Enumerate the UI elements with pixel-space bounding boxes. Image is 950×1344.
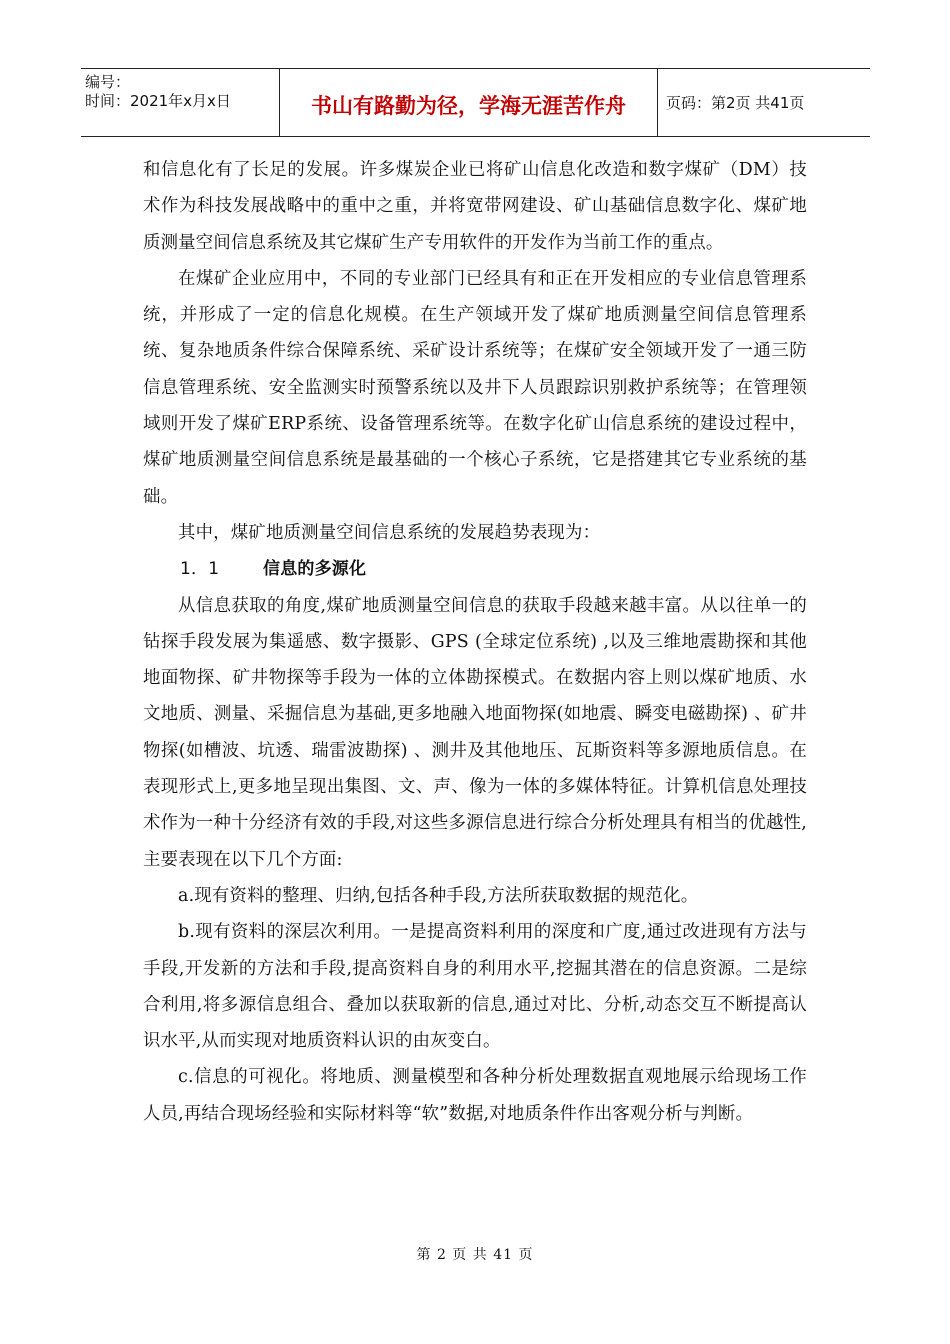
page-footer: 第 2 页 共 41 页 bbox=[416, 1247, 534, 1263]
list-item-c: c.信息的可视化。将地质、测量模型和各种分析处理数据直观地展示给现场工作人员,再结合现场经验和实际材料等“软”数据,对地质条件作出客观分析与判断。 bbox=[143, 1067, 807, 1124]
paragraph: 从信息获取的角度,煤矿地质测量空间信息的获取手段越来越丰富。从以往单一的钻探手段发展为集遥感、数字摄影、GPS (全球定位系统) ,以及三维地震勘探和其他地面物探、矿井物探等手段为一体的立体勘探模式。在数据内容上则以煤矿地质、水文地质、测量、采掘信息为基础,更多地融入地面物探(如地震、瞬变电磁勘探) 、矿井物探(如槽波、坑透、瑞雷波勘探) 、测井及其他地压、瓦斯资料等多源地质信息。在表现形式上,更多地呈现出集图、文、声、像为一体的多媒体特征。计算机信息处理技术作为一种十分经济有效的手段,对这些多源信息进行综合分析处理具有相当的优越性,主要表现在以下几个方面: bbox=[143, 595, 807, 870]
paragraph: 和信息化有了长足的发展。许多煤炭企业已将矿山信息化改造和数字煤矿（DM）技术作为科技发展战略中的重中之重，并将宽带网建设、矿山基础信息数字化、煤矿地质测量空间信息系统及其它煤矿生产专用软件的开发作为当前工作的重点。 bbox=[143, 160, 807, 253]
list-item-a: a.现有资料的整理、归纳,包括各种手段,方法所获取数据的规范化。 bbox=[178, 885, 699, 906]
paragraph: 在煤矿企业应用中，不同的专业部门已经具有和正在开发相应的专业信息管理系统，并形成了一定的信息化规模。在生产领域开发了煤矿地质测量空间信息管理系统、复杂地质条件综合保障系统、采矿设计系统等；在煤矿安全领域开发了一通三防信息管理系统、安全监测实时预警系统以及井下人员跟踪识别救护系统等；在管理领域则开发了煤矿ERP系统、设备管理系统等。在数字化矿山信息系统的建设过程中，煤矿地质测量空间信息系统是最基础的一个核心子系统，它是搭建其它专业系统的基础。 bbox=[143, 268, 807, 507]
header-motto: 书山有路勤为径，学海无涯苦作舟 bbox=[280, 69, 658, 136]
section-heading bbox=[143, 551, 807, 587]
paragraph: 其中，煤矿地质测量空间信息系统的发展趋势表现为： bbox=[178, 522, 601, 543]
header-meta bbox=[81, 69, 280, 136]
document-body bbox=[143, 152, 807, 1132]
page-header bbox=[81, 68, 870, 137]
section-title: 信息的多源化 bbox=[263, 559, 367, 580]
section-number: 1．1 bbox=[180, 559, 220, 580]
list-item-b: b.现有资料的深层次利用。一是提高资料利用的深度和广度,通过改进现有方法与手段,开发新的方法和手段,提高资料自身的利用水平,挖掘其潜在的信息资源。二是综合利用,将多源信息组合、叠加以获取新的信息,通过对比、分析,动态交互不断提高认识水平,从而实现对地质资料认识的由灰变白。 bbox=[143, 922, 807, 1052]
header-page-info: 页码：第2页 共41页 bbox=[666, 94, 805, 112]
document-date: 时间：2021年x月x日 bbox=[85, 92, 231, 110]
document-number-label: 编号： bbox=[85, 73, 131, 91]
